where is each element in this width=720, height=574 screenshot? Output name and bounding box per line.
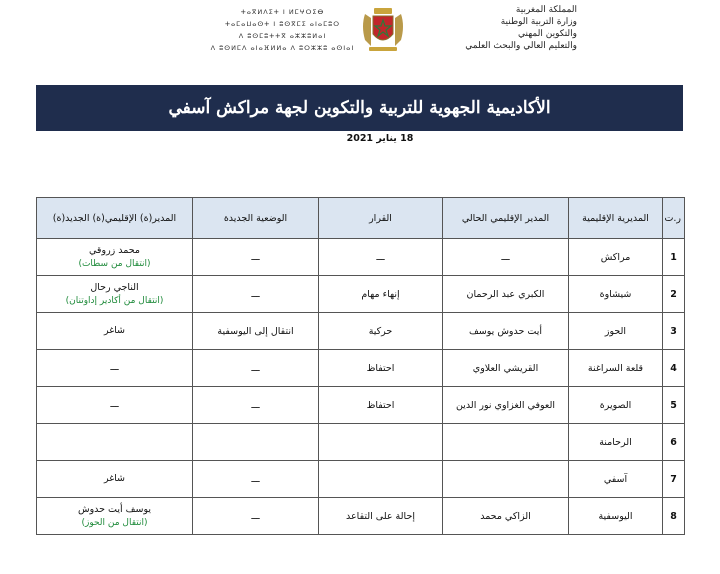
row-number: 1 xyxy=(663,239,685,276)
row-current-director: أيت حدوش يوسف xyxy=(443,313,569,350)
coat-of-arms-icon xyxy=(357,4,409,54)
row-decision xyxy=(319,461,443,498)
row-new-status: ـــ xyxy=(193,239,319,276)
row-number: 3 xyxy=(663,313,685,350)
row-current-director: العوفي الغزاوي نور الدين xyxy=(443,387,569,424)
row-province: آسفي xyxy=(569,461,663,498)
table-row xyxy=(37,461,685,498)
row-new-director xyxy=(37,239,193,276)
row-new-status: ـــ xyxy=(193,498,319,535)
transfer-note: (انتقال من أكادير إداوتنان) xyxy=(65,295,164,306)
header-new-status: الوضعية الجديدة xyxy=(193,198,319,239)
row-new-status xyxy=(193,424,319,461)
row-decision: إنهاء مهام xyxy=(319,276,443,313)
document-title-banner: الأكاديمية الجهوية للتربية والتكوين لجهة مراكش آسفي xyxy=(36,85,683,131)
letterhead-arabic-line: المملكة المغربية xyxy=(515,5,577,15)
row-new-director xyxy=(37,387,193,424)
header-new-director: المدير(ة) الإقليمي(ة) الجديد(ة) xyxy=(37,198,193,239)
letterhead-arabic xyxy=(412,4,577,52)
row-decision: احتفاظ xyxy=(319,387,443,424)
row-current-director: الزاكي محمد xyxy=(443,498,569,535)
row-province: الصويرة xyxy=(569,387,663,424)
row-new-status: ـــ xyxy=(193,461,319,498)
row-province: الحوز xyxy=(569,313,663,350)
table-row xyxy=(37,387,685,424)
new-director-name: محمد زروقي xyxy=(89,244,140,256)
row-province: مراكش xyxy=(569,239,663,276)
letterhead-tifinagh xyxy=(200,6,365,54)
row-current-director xyxy=(443,461,569,498)
row-decision: احتفاظ xyxy=(319,350,443,387)
appointments-table xyxy=(36,197,685,535)
letterhead-tifinagh-line: ⴷ ⵓⵙⵍⵎⴷ ⴰⵏⴰⴼⵍⵍⴰ ⴷ ⵓⵔⵣⵣⵓ ⴰⵙⵏⴰⵏ xyxy=(210,44,355,52)
table-header-row xyxy=(37,198,685,239)
row-province: اليوسفية xyxy=(569,498,663,535)
transfer-note: (انتقال من سطات) xyxy=(78,258,151,269)
row-province: قلعة السراغنة xyxy=(569,350,663,387)
row-new-director xyxy=(37,350,193,387)
row-new-status: انتقال إلى اليوسفية xyxy=(193,313,319,350)
table-row xyxy=(37,424,685,461)
row-current-director: الكبري عبد الرحمان xyxy=(443,276,569,313)
row-new-director xyxy=(37,461,193,498)
row-current-director: ـــ xyxy=(443,239,569,276)
row-number: 6 xyxy=(663,424,685,461)
row-new-status: ـــ xyxy=(193,387,319,424)
row-decision: حركية xyxy=(319,313,443,350)
table-row xyxy=(37,276,685,313)
new-director-name: يوسف أيت حدوش xyxy=(77,503,152,515)
transfer-note: (انتقال من الحوز) xyxy=(81,517,148,528)
row-province: شيشاوة xyxy=(569,276,663,313)
new-director-name: ـــ xyxy=(110,362,119,373)
table-row xyxy=(37,239,685,276)
row-decision xyxy=(319,424,443,461)
letterhead-tifinagh-line: ⵜⴰⵎⴰⵡⴰⵙⵜ ⵏ ⵓⵙⴳⵎⵉ ⴰⵏⴰⵎⵓⵔ xyxy=(224,20,341,28)
table-row xyxy=(37,498,685,535)
row-new-director xyxy=(37,498,193,535)
row-new-status: ـــ xyxy=(193,276,319,313)
row-decision: ـــ xyxy=(319,239,443,276)
letterhead-tifinagh-line: ⴷ ⵓⵙⵎⵓⵜⵜⴳ ⴰⵣⵣⵓⵍⴰⵏ xyxy=(238,32,327,40)
row-decision: إحالة على التقاعد xyxy=(319,498,443,535)
row-new-director xyxy=(37,313,193,350)
row-current-director: القريشي العلاوي xyxy=(443,350,569,387)
new-director-name: شاغر xyxy=(103,325,126,336)
header-province: المديرية الإقليمية xyxy=(569,198,663,239)
row-number: 4 xyxy=(663,350,685,387)
document-date: 18 يناير 2021 xyxy=(346,133,414,144)
new-director-name: شاغر xyxy=(103,473,126,484)
row-current-director xyxy=(443,424,569,461)
row-number: 2 xyxy=(663,276,685,313)
row-new-director xyxy=(37,276,193,313)
header-current-director: المدير الإقليمي الحالي xyxy=(443,198,569,239)
row-number: 7 xyxy=(663,461,685,498)
letterhead-arabic-line: وزارة التربية الوطنية xyxy=(500,17,577,27)
row-new-status: ـــ xyxy=(193,350,319,387)
header-number: ر.ت xyxy=(663,198,685,239)
header-decision: القرار xyxy=(319,198,443,239)
row-number: 8 xyxy=(663,498,685,535)
letterhead xyxy=(0,0,720,70)
row-number: 5 xyxy=(663,387,685,424)
letterhead-arabic-line: والتكوين المهني xyxy=(518,29,577,39)
row-province: الرحامنة xyxy=(569,424,663,461)
letterhead-arabic-line: والتعليم العالي والبحث العلمي xyxy=(465,41,577,51)
letterhead-tifinagh-line: ⵜⴰⴳⵍⴷⵉⵜ ⵏ ⵍⵎⵖⵔⵉⴱ xyxy=(240,8,325,16)
table-row xyxy=(37,313,685,350)
row-new-director xyxy=(37,424,193,461)
table-row xyxy=(37,350,685,387)
new-director-name: ـــ xyxy=(110,399,119,410)
new-director-name: الناجي رحال xyxy=(90,281,139,293)
